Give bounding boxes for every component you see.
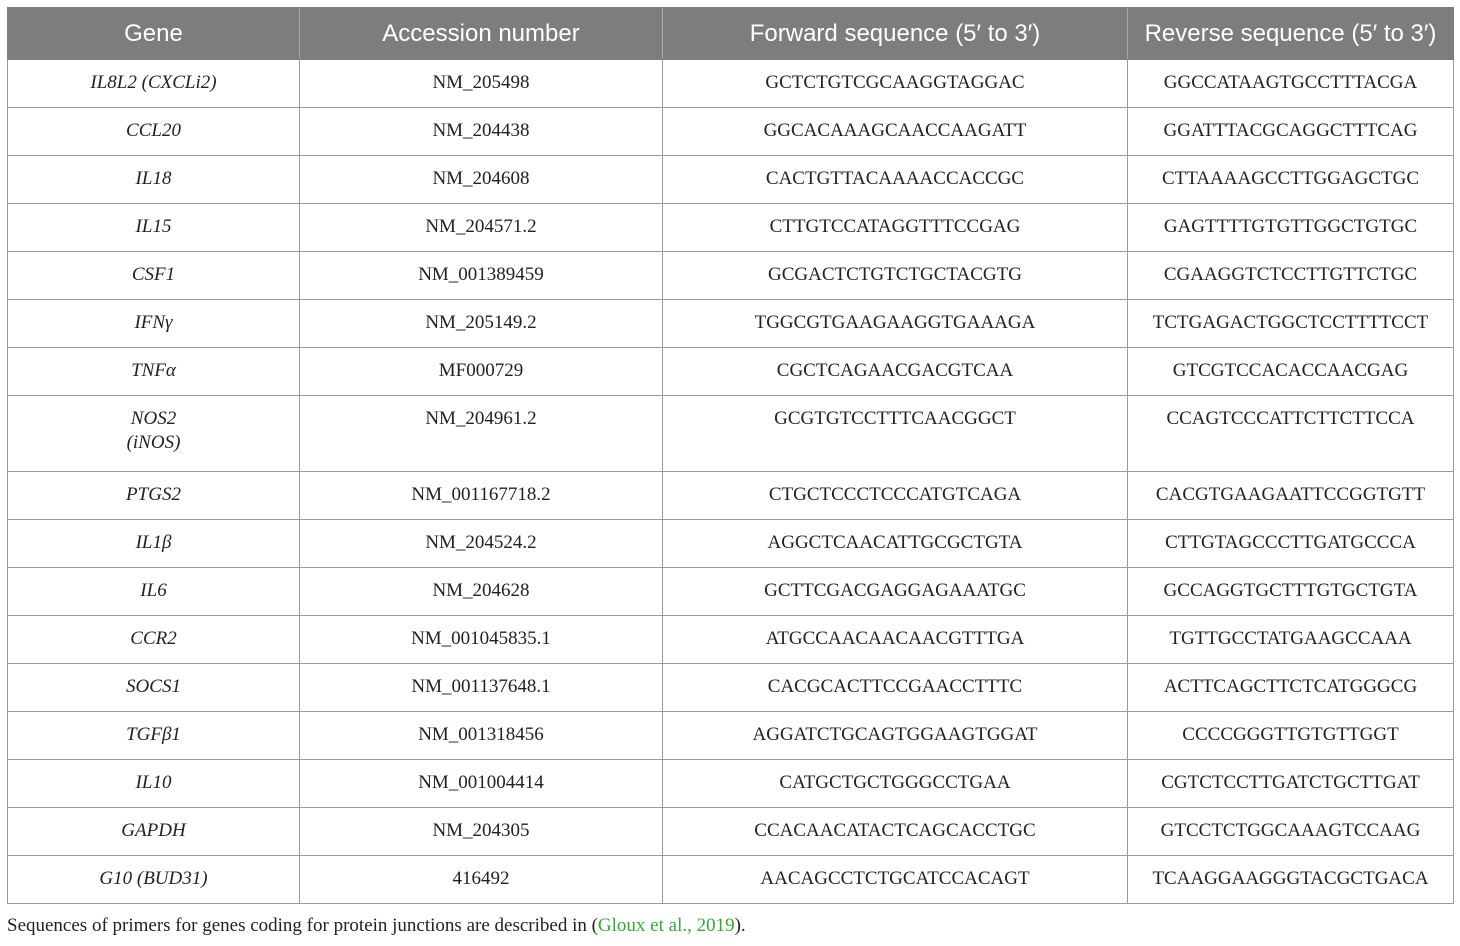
header-reverse-sequence: Reverse sequence (5′ to 3′) — [1128, 8, 1454, 60]
forward-sequence-cell: CTTGTCCATAGGTTTCCGAG — [663, 204, 1128, 252]
gene-name-line-2: (iNOS) — [126, 432, 181, 453]
forward-sequence-cell: GCGTGTCCTTTCAACGGCT — [663, 396, 1128, 472]
gene-cell: TNFα — [8, 348, 300, 396]
gene-cell: TGFβ1 — [8, 712, 300, 760]
forward-sequence-cell: GCTCTGTCGCAAGGTAGGAC — [663, 60, 1128, 108]
forward-sequence-cell: ATGCCAACAACAACGTTTGA — [663, 616, 1128, 664]
table-row — [8, 472, 1454, 520]
reverse-sequence-cell: CCCCGGGTTGTGTTGGT — [1128, 712, 1454, 760]
gene-cell: IL8L2 (CXCLi2) — [8, 60, 300, 108]
forward-sequence-cell: CATGCTGCTGGGCCTGAA — [663, 760, 1128, 808]
forward-sequence-cell: CACGCACTTCCGAACCTTTC — [663, 664, 1128, 712]
table-row — [8, 348, 1454, 396]
forward-sequence-cell: GCTTCGACGAGGAGAAATGC — [663, 568, 1128, 616]
table-row — [8, 712, 1454, 760]
accession-cell: NM_204628 — [300, 568, 663, 616]
reverse-sequence-cell: CCAGTCCCATTCTTCTTCCA — [1128, 396, 1454, 472]
accession-cell: NM_001318456 — [300, 712, 663, 760]
accession-cell: MF000729 — [300, 348, 663, 396]
accession-cell: NM_204438 — [300, 108, 663, 156]
accession-cell: NM_001389459 — [300, 252, 663, 300]
gene-name-line-1: NOS2 — [130, 408, 177, 429]
gene-cell: PTGS2 — [8, 472, 300, 520]
table-row — [8, 156, 1454, 204]
forward-sequence-cell: AGGATCTGCAGTGGAAGTGGAT — [663, 712, 1128, 760]
reverse-sequence-cell: CTTAAAAGCCTTGGAGCTGC — [1128, 156, 1454, 204]
table-row — [8, 856, 1454, 904]
primer-table — [7, 7, 1454, 904]
table-row — [8, 760, 1454, 808]
reverse-sequence-cell: CACGTGAAGAATTCCGGTGTT — [1128, 472, 1454, 520]
header-gene: Gene — [8, 8, 300, 60]
table-row — [8, 664, 1454, 712]
accession-cell: NM_204608 — [300, 156, 663, 204]
accession-cell: NM_001045835.1 — [300, 616, 663, 664]
reverse-sequence-cell: GAGTTTTGTGTTGGCTGTGC — [1128, 204, 1454, 252]
reverse-sequence-cell: GTCCTCTGGCAAAGTCCAAG — [1128, 808, 1454, 856]
reverse-sequence-cell: TCTGAGACTGGCTCCTTTTCCT — [1128, 300, 1454, 348]
gene-cell: CCL20 — [8, 108, 300, 156]
table-row — [8, 108, 1454, 156]
footnote-text: Sequences of primers for genes coding for protein junctions are described in ( — [7, 915, 598, 936]
accession-cell: NM_204961.2 — [300, 396, 663, 472]
gene-cell — [8, 396, 300, 472]
table-row — [8, 616, 1454, 664]
reverse-sequence-cell: GTCGTCCACACCAACGAG — [1128, 348, 1454, 396]
gene-cell: IL18 — [8, 156, 300, 204]
forward-sequence-cell: CTGCTCCCTCCCATGTCAGA — [663, 472, 1128, 520]
table-row — [8, 520, 1454, 568]
accession-cell: NM_205149.2 — [300, 300, 663, 348]
header-forward-sequence: Forward sequence (5′ to 3′) — [663, 8, 1128, 60]
citation-link[interactable]: Gloux et al., 2019 — [597, 915, 735, 936]
reverse-sequence-cell: ACTTCAGCTTCTCATGGGCG — [1128, 664, 1454, 712]
table-footnote — [7, 915, 746, 937]
gene-cell: IL6 — [8, 568, 300, 616]
forward-sequence-cell: CCACAACATACTCAGCACCTGC — [663, 808, 1128, 856]
accession-cell: NM_001167718.2 — [300, 472, 663, 520]
accession-cell: 416492 — [300, 856, 663, 904]
gene-cell: SOCS1 — [8, 664, 300, 712]
table-row — [8, 60, 1454, 108]
forward-sequence-cell: GGCACAAAGCAACCAAGATT — [663, 108, 1128, 156]
gene-cell: G10 (BUD31) — [8, 856, 300, 904]
gene-cell: IFNγ — [8, 300, 300, 348]
accession-cell: NM_204524.2 — [300, 520, 663, 568]
gene-cell: GAPDH — [8, 808, 300, 856]
forward-sequence-cell: GCGACTCTGTCTGCTACGTG — [663, 252, 1128, 300]
accession-cell: NM_204305 — [300, 808, 663, 856]
accession-cell: NM_001004414 — [300, 760, 663, 808]
gene-cell: IL1β — [8, 520, 300, 568]
accession-cell: NM_204571.2 — [300, 204, 663, 252]
footnote-text-end: ). — [734, 915, 746, 936]
accession-cell: NM_001137648.1 — [300, 664, 663, 712]
forward-sequence-cell: AGGCTCAACATTGCGCTGTA — [663, 520, 1128, 568]
table-row — [8, 300, 1454, 348]
reverse-sequence-cell: GGATTTACGCAGGCTTTCAG — [1128, 108, 1454, 156]
accession-cell: NM_205498 — [300, 60, 663, 108]
reverse-sequence-cell: CTTGTAGCCCTTGATGCCCA — [1128, 520, 1454, 568]
reverse-sequence-cell: GCCAGGTGCTTTGTGCTGTA — [1128, 568, 1454, 616]
gene-cell: IL10 — [8, 760, 300, 808]
header-accession-number: Accession number — [300, 8, 663, 60]
gene-cell: CCR2 — [8, 616, 300, 664]
table-row — [8, 396, 1454, 472]
gene-cell: CSF1 — [8, 252, 300, 300]
forward-sequence-cell: AACAGCCTCTGCATCCACAGT — [663, 856, 1128, 904]
forward-sequence-cell: TGGCGTGAAGAAGGTGAAAGA — [663, 300, 1128, 348]
table-row — [8, 808, 1454, 856]
table-row — [8, 568, 1454, 616]
table-row — [8, 252, 1454, 300]
table-row — [8, 204, 1454, 252]
forward-sequence-cell: CGCTCAGAACGACGTCAA — [663, 348, 1128, 396]
table-header-row — [8, 8, 1454, 60]
reverse-sequence-cell: TCAAGGAAGGGTACGCTGACA — [1128, 856, 1454, 904]
forward-sequence-cell: CACTGTTACAAAACCACCGC — [663, 156, 1128, 204]
reverse-sequence-cell: CGAAGGTCTCCTTGTTCTGC — [1128, 252, 1454, 300]
reverse-sequence-cell: GGCCATAAGTGCCTTTACGA — [1128, 60, 1454, 108]
reverse-sequence-cell: TGTTGCCTATGAAGCCAAA — [1128, 616, 1454, 664]
gene-cell: IL15 — [8, 204, 300, 252]
reverse-sequence-cell: CGTCTCCTTGATCTGCTTGAT — [1128, 760, 1454, 808]
